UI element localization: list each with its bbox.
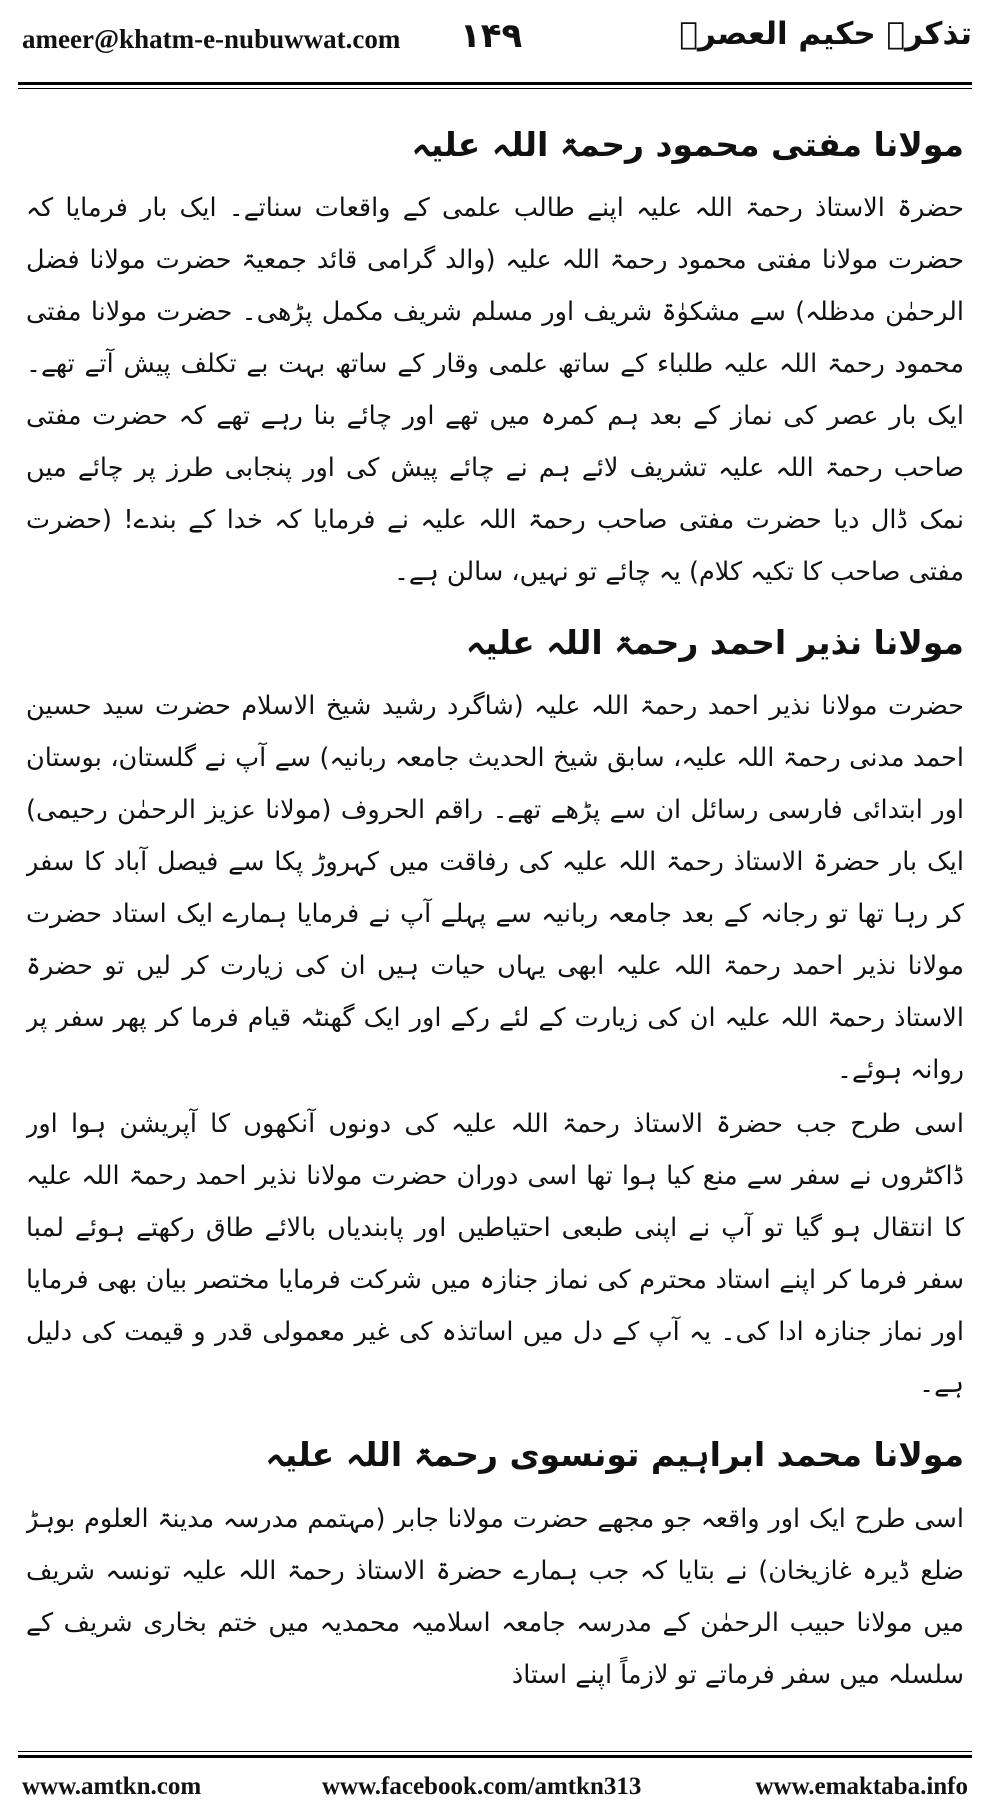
book-title: تذکرہ حکیم العصرؒ: [679, 16, 972, 52]
footer-link-amtkn[interactable]: www.amtkn.com: [22, 1773, 202, 1800]
header-email: ameer@khatm-e-nubuwwat.com: [22, 24, 401, 54]
page-body: [26, 104, 964, 1744]
footer-divider: [18, 1751, 972, 1758]
paragraph: اسی طرح جب حضرۃ الاستاذ رحمۃ اللہ علیہ کی دونوں آنکھوں کا آپریشن ہوا اور ڈاکٹروں نے سفر سے منع کیا ہوا تھا اسی دوران حضرت مولانا نذیر احمد رحمۃ اللہ علیہ کا انتقال ہو گیا تو آپ نے اپنی طبعی احتیاطیں اور پابندیاں بالائے طاق رکھتے ہوئے لمبا سفر فرما کر اپنے استاد محترم کی نماز جنازہ میں شرکت فرمایا مختصر بیان بھی فرمایا اور نماز جنازہ ادا کی۔ یہ آپ کے دل میں اساتذہ کی غیر معمولی قدر و قیمت کی دلیل ہے۔: [26, 1109, 964, 1400]
section-title: مولانا مفتی محمود رحمۃ اللہ علیہ: [411, 125, 964, 164]
paragraph: حضرۃ الاستاذ رحمۃ اللہ علیہ اپنے طالب علمی کے واقعات سناتے۔ ایک بار فرمایا کہ حضرت مولانا مفتی محمود رحمۃ اللہ علیہ (والد گرامی قائد جمعیۃ حضرت مولانا فضل الرحمٰن مدظلہ) سے مشکوٰۃ شریف اور مسلم شریف مکمل پڑھی۔ حضرت مولانا مفتی محمود رحمۃ اللہ علیہ طلباء کے ساتھ علمی وقار کے ساتھ بہت بے تکلف پیش آتے تھے۔ ایک بار عصر کی نماز کے بعد ہم کمرہ میں تھے اور چائے بنا رہے تھے کہ حضرت مفتی صاحب رحمۃ اللہ علیہ تشریف لائے ہم نے چائے پیش کی اور پنجابی طرز پر چائے میں نمک ڈال دیا حضرت مفتی صاحب رحمۃ اللہ علیہ نے فرمایا کہ خدا کے بندے! (حضرت مفتی صاحب کا تکیہ کلام) یہ چائے تو نہیں، سالن ہے۔: [26, 193, 964, 588]
paragraph: حضرت مولانا نذیر احمد رحمۃ اللہ علیہ (شاگرد رشید شیخ الاسلام حضرت سید حسین احمد مدنی رحمۃ اللہ علیہ، سابق شیخ الحدیث جامعہ ربانیہ) سے آپ نے گلستان، بوستان اور ابتدائی فارسی رسائل ان سے پڑھے تھے۔ راقم الحروف (مولانا عزیز الرحمٰن رحیمی) ایک بار حضرۃ الاستاذ رحمۃ اللہ علیہ کی رفاقت میں کہروڑ پکا سے فیصل آباد کا سفر کر رہا تھا تو رجانہ کے بعد جامعہ ربانیہ سے پہلے آپ نے فرمایا ہمارے ایک استاد حضرت مولانا نذیر احمد رحمۃ اللہ علیہ ابھی یہاں حیات ہیں ان کی زیارت کر لیں تو حضرۃ الاستاذ رحمۃ اللہ علیہ ان کی زیارت کے لئے رکے اور ایک گھنٹہ قیام فرما کر پھر سفر پر روانہ ہوئے۔: [26, 691, 964, 1086]
section-title: مولانا محمد ابراہیم تونسوی رحمۃ اللہ علیہ: [265, 1435, 964, 1475]
header-divider: [18, 82, 972, 89]
page-number: ۱۴۹: [460, 16, 523, 56]
section-mufti-mahmood: [26, 122, 964, 598]
section-ibrahim-taunsvi: [26, 1432, 964, 1700]
paragraph: اسی طرح ایک اور واقعہ جو مجھے حضرت مولانا جابر (مہتمم مدرسہ مدینۃ العلوم بوہڑ ضلع ڈیرہ غازیخان) نے بتایا کہ جب ہمارے حضرۃ الاستاذ رحمۃ اللہ علیہ تونسہ شریف میں مولانا حبیب الرحمٰن کے مدرسہ جامعہ اسلامیہ محمدیہ میں ختم بخاری شریف کے سلسلہ میں سفر فرماتے تو لازماً اپنے استاذ: [26, 1503, 964, 1690]
page-header: [0, 0, 990, 96]
footer-link-emaktaba[interactable]: www.emaktaba.info: [755, 1773, 968, 1800]
footer-link-facebook[interactable]: www.facebook.com/amtkn313: [322, 1773, 642, 1800]
section-title: مولانا نذیر احمد رحمۃ اللہ علیہ: [465, 623, 964, 663]
page-footer: [0, 1751, 990, 1815]
section-nazir-ahmad: [26, 620, 964, 1410]
